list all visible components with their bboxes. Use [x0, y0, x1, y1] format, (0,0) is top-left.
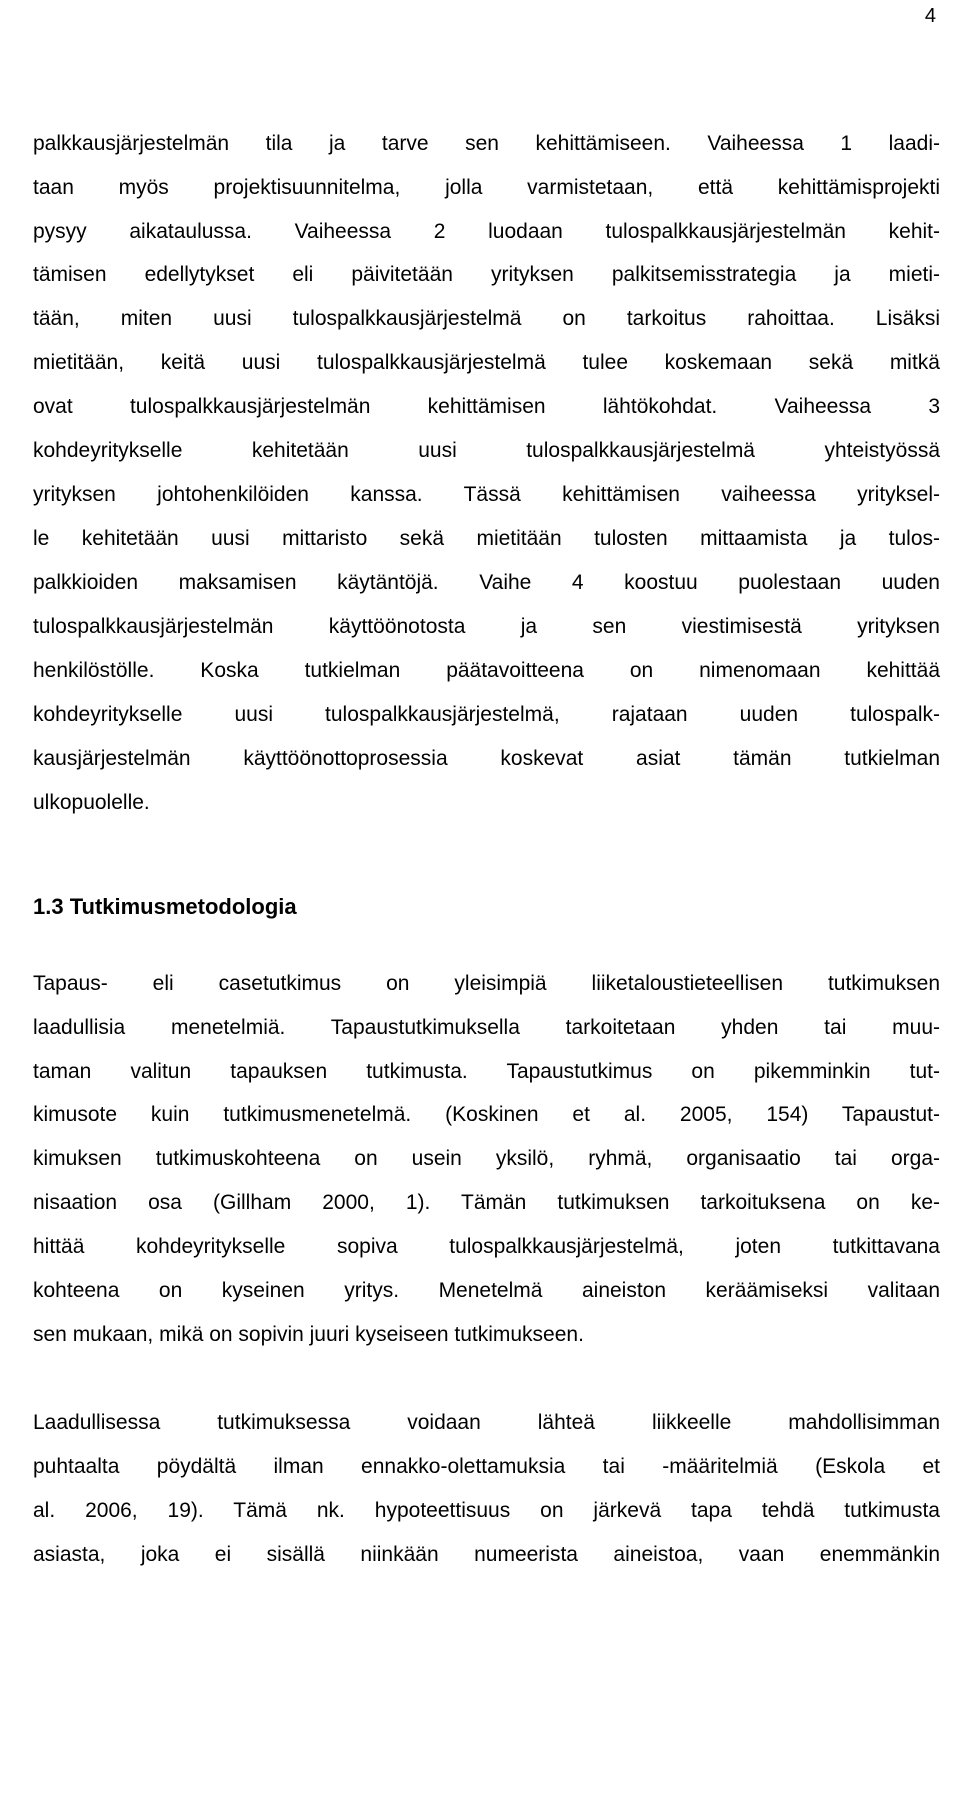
text-line: mietitään, keitä uusi tulospalkkausjärjestelmä tulee koskemaan sekä mitkä — [33, 351, 940, 374]
text-line: ulkopuolelle. — [33, 791, 150, 814]
text-line: nisaation osa (Gillham 2000, 1). Tämän tutkimuksen tarkoituksena on ke- — [33, 1191, 940, 1214]
text-line: sen mukaan, mikä on sopivin juuri kyseiseen tutkimukseen. — [33, 1323, 584, 1346]
text-line: laadullisia menetelmiä. Tapaustutkimuksella tarkoitetaan yhden tai muu- — [33, 1016, 940, 1039]
text-line: taman valitun tapauksen tutkimusta. Tapaustutkimus on pikemminkin tut- — [33, 1060, 940, 1083]
page-number: 4 — [924, 5, 936, 27]
section-heading: 1.3 Tutkimusmetodologia — [33, 894, 297, 919]
text-line: kohdeyritykselle kehitetään uusi tulospalkkausjärjestelmä yhteistyössä — [33, 439, 940, 462]
text-line: kohdeyritykselle uusi tulospalkkausjärjestelmä, rajataan uuden tulospalk- — [33, 703, 940, 726]
text-line: ovat tulospalkkausjärjestelmän kehittämisen lähtökohdat. Vaiheessa 3 — [33, 395, 940, 418]
text-line: Laadullisessa tutkimuksessa voidaan lähteä liikkeelle mahdollisimman — [33, 1411, 940, 1434]
text-line: kimusote kuin tutkimusmenetelmä. (Koskinen et al. 2005, 154) Tapaustut- — [33, 1103, 940, 1126]
text-line: tään, miten uusi tulospalkkausjärjestelmä on tarkoitus rahoittaa. Lisäksi — [33, 307, 940, 330]
text-line: tulospalkkausjärjestelmän käyttöönotosta ja sen viestimisestä yrityksen — [33, 615, 940, 638]
text-line: taan myös projektisuunnitelma, jolla varmistetaan, että kehittämisprojekti — [33, 176, 940, 199]
text-line: henkilöstölle. Koska tutkielman päätavoitteena on nimenomaan kehittää — [33, 659, 940, 682]
text-line: palkkausjärjestelmän tila ja tarve sen kehittämiseen. Vaiheessa 1 laadi- — [33, 132, 940, 155]
text-line: al. 2006, 19). Tämä nk. hypoteettisuus on järkevä tapa tehdä tutkimusta — [33, 1499, 940, 1522]
text-line: puhtaalta pöydältä ilman ennakko-olettamuksia tai -määritelmiä (Eskola et — [33, 1455, 940, 1478]
text-line: palkkioiden maksamisen käytäntöjä. Vaihe 4 koostuu puolestaan uuden — [33, 571, 940, 594]
text-line: yrityksen johtohenkilöiden kanssa. Tässä kehittämisen vaiheessa yrityksel- — [33, 483, 940, 506]
text-line: pysyy aikataulussa. Vaiheessa 2 luodaan tulospalkkausjärjestelmän kehit- — [33, 220, 940, 243]
text-line: kimuksen tutkimuskohteena on usein yksilö, ryhmä, organisaatio tai orga- — [33, 1147, 940, 1170]
text-line: hittää kohdeyritykselle sopiva tulospalkkausjärjestelmä, joten tutkittavana — [33, 1235, 940, 1258]
text-line: asiasta, joka ei sisällä niinkään numeerista aineistoa, vaan enemmänkin — [33, 1543, 940, 1566]
text-line: le kehitetään uusi mittaristo sekä mietitään tulosten mittaamista ja tulos- — [33, 527, 940, 550]
text-line: kohteena on kyseinen yritys. Menetelmä aineiston keräämiseksi valitaan — [33, 1279, 940, 1302]
text-line: Tapaus- eli casetutkimus on yleisimpiä liiketaloustieteellisen tutkimuksen — [33, 972, 940, 995]
text-line: tämisen edellytykset eli päivitetään yrityksen palkitsemisstrategia ja mieti- — [33, 263, 940, 286]
text-line: kausjärjestelmän käyttöönottoprosessia koskevat asiat tämän tutkielman — [33, 747, 940, 770]
